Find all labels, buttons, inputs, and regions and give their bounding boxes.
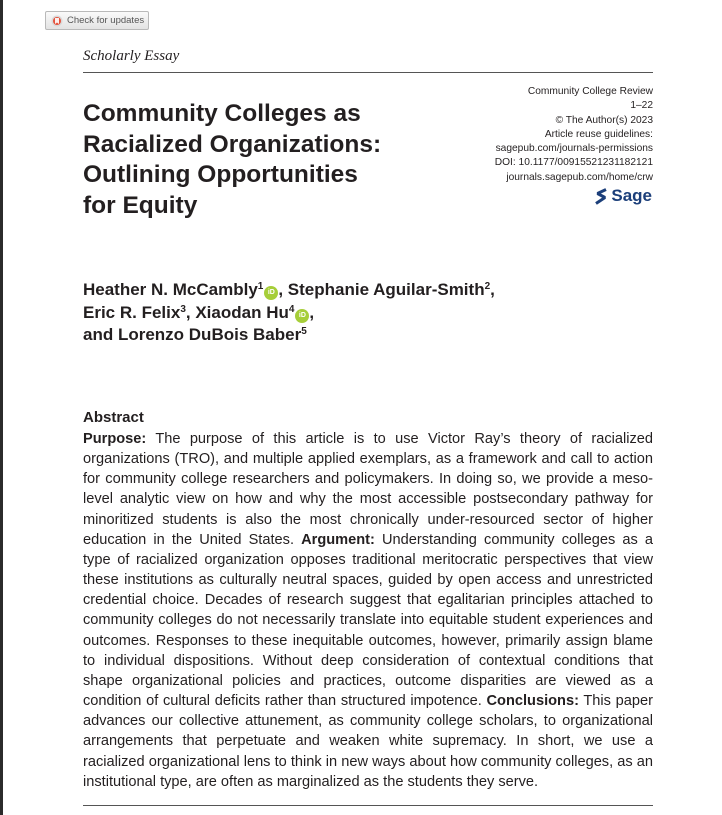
title-line: for Equity (83, 191, 198, 219)
title-line: Racialized Organizations: (83, 130, 382, 158)
check-for-updates-label: Check for updates (67, 15, 145, 26)
author-separator: , (309, 302, 315, 322)
author-affiliation: 5 (301, 326, 307, 337)
header-divider (83, 72, 653, 73)
footer-divider (83, 805, 653, 806)
author-affiliation: 2 (484, 281, 491, 292)
author-name: and Lorenzo DuBois Baber (83, 325, 302, 344)
viewer-left-edge (0, 0, 3, 815)
reuse-guidelines-link[interactable]: sagepub.com/journals-permissions (495, 143, 653, 155)
argument-text: Understanding community colleges as a type of racialized organization opposes traditional meritocratic perspectives that view these institutions as culturally neutral spaces, guided by open access and unrestricted credential choice. Decades of research suggest that egalitarian principles attached to community colleges do not necessarily translate into equitable student experiences and outcomes. Responses to these inequitable outcomes, however, primarily assign blame to individual dispositions. Without deep consideration of contextual conditions that shape organizational policies and practices, outcome disparities are viewed as a condition of cultural deficits rather than structured impotence. (83, 531, 653, 710)
purpose-text: The purpose of this article is to use Victor Ray’s theory of racialized organizations (TRO), and multiple applied exemplars, as a framework and call to action for community college researchers and policymakers. In doing so, we provide a meso-level analytic view on how and why the most accessible postsecondary pathway for minoritized students is also the most chronically under-resourced sector of higher education in the United States. (83, 431, 653, 548)
title-line: Outlining Opportunities (83, 161, 358, 188)
orcid-icon[interactable]: iD (295, 309, 309, 323)
article-type-label: Scholarly Essay (83, 48, 180, 64)
crossmark-icon (51, 15, 63, 27)
purpose-label: Purpose: (83, 431, 147, 447)
argument-label: Argument: (301, 531, 375, 548)
page-range: 1–22 (630, 100, 653, 112)
publisher-name: Sage (611, 186, 652, 205)
doi-link[interactable]: DOI: 10.1177/00915521231182121 (494, 157, 653, 169)
author-name: Eric R. Felix (83, 302, 181, 322)
reuse-guidelines-label: Article reuse guidelines: (544, 128, 653, 140)
journal-homepage-link[interactable]: journals.sagepub.com/home/crw (506, 171, 653, 183)
conclusions-label: Conclusions: (486, 693, 579, 710)
abstract-heading: Abstract (83, 409, 144, 426)
author-name: Heather N. McCambly (83, 280, 258, 299)
journal-name: Community College Review (527, 86, 653, 97)
publisher-logo (594, 186, 652, 206)
author-list (83, 279, 663, 347)
title-line: Community Colleges as (83, 100, 361, 127)
author-separator: , (185, 302, 196, 322)
conclusions-text: This paper advances our collective attunement, as community college scholars, to organizational arrangements that perpetuate and weaken white supremacy. In short, we use a racialized organizational lens to think in new ways about how community colleges, as an institutional type, are often as marginalized as the students they serve. (83, 693, 653, 790)
copyright-notice: © The Author(s) 2023 (555, 114, 653, 126)
orcid-icon[interactable]: iD (264, 286, 278, 300)
author-affiliation: 4 (288, 303, 295, 315)
sage-s-icon (594, 187, 608, 206)
author-affiliation: 1 (257, 281, 264, 292)
author-name: Xiaodan Hu (195, 302, 289, 322)
abstract-text (83, 429, 653, 792)
journal-metadata (495, 85, 653, 185)
author-separator: , (278, 280, 288, 299)
author-affiliation: 3 (180, 303, 186, 315)
check-for-updates-button[interactable] (45, 11, 149, 30)
author-separator: , (490, 280, 495, 299)
article-title (83, 99, 463, 221)
author-name: Stephanie Aguilar-Smith (287, 280, 485, 299)
